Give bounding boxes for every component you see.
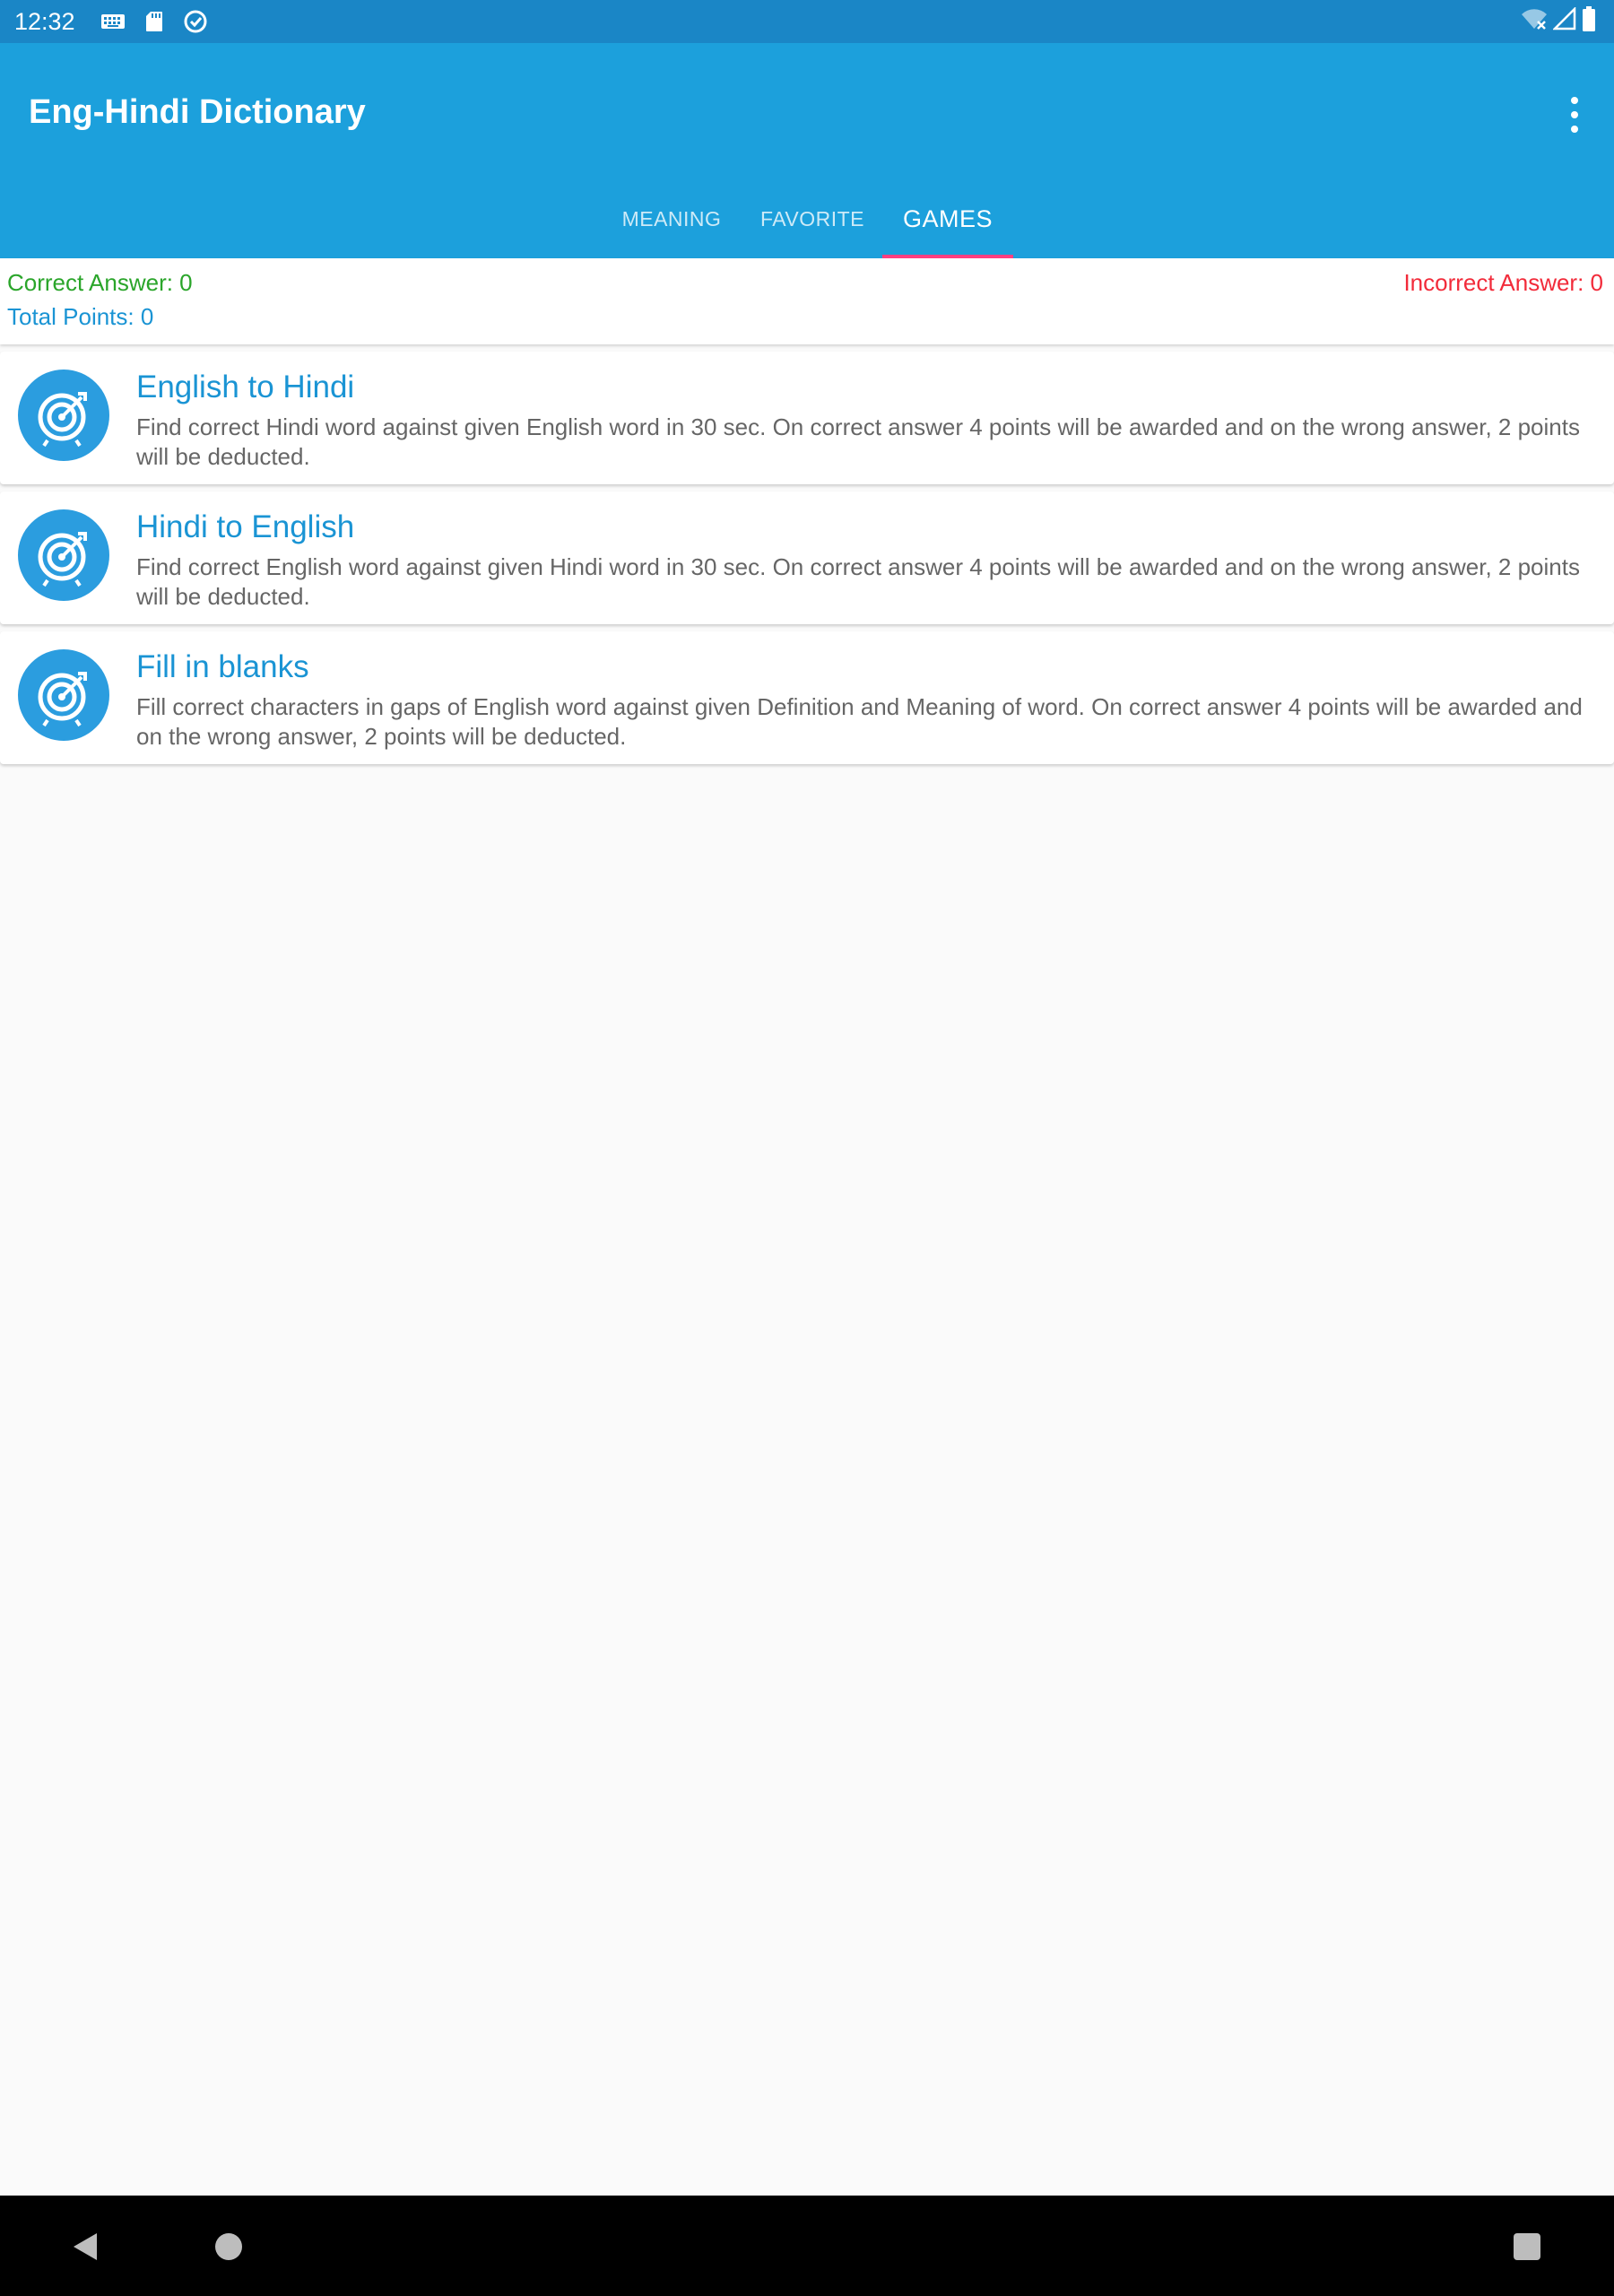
navigation-bar bbox=[0, 2196, 1614, 2296]
tab-bar bbox=[0, 179, 1614, 258]
home-icon[interactable] bbox=[215, 2233, 242, 2260]
game-description: Find correct Hindi word against given English word in 30 sec. On correct answer 4 points will be awarded and on the wrong answer, 2 points will be deducted. bbox=[136, 413, 1580, 470]
game-title: Hindi to English bbox=[136, 509, 355, 544]
target-icon bbox=[18, 370, 109, 461]
app-title: Eng-Hindi Dictionary bbox=[29, 93, 366, 131]
incorrect-answer-count: Incorrect Answer: 0 bbox=[1403, 269, 1603, 296]
game-description: Find correct English word against given Hindi word in 30 sec. On correct answer 4 points will be awarded and on the wrong answer, 2 points will be deducted. bbox=[136, 553, 1580, 610]
back-icon[interactable] bbox=[72, 2231, 99, 2266]
game-card-hindi-to-english[interactable] bbox=[0, 491, 1614, 624]
target-icon bbox=[18, 509, 109, 601]
total-points: Total Points: 0 bbox=[7, 303, 154, 330]
tab-label: FAVORITE bbox=[759, 206, 865, 230]
target-icon bbox=[18, 649, 109, 741]
tab-label: MEANING bbox=[621, 206, 722, 230]
game-title: Fill in blanks bbox=[136, 649, 309, 684]
game-title: English to Hindi bbox=[136, 370, 355, 404]
tab-label: GAMES bbox=[902, 204, 994, 232]
game-description: Fill correct characters in gaps of English word against given Definition and Meaning of word. On correct answer 4 points will be awarded and on the wrong answer, 2 points will be deducted. bbox=[136, 693, 1583, 750]
more-vert-icon[interactable] bbox=[1566, 97, 1584, 133]
battery-icon bbox=[1582, 6, 1596, 38]
keyboard-icon bbox=[100, 13, 126, 30]
sd-card-icon bbox=[145, 11, 163, 32]
signal-icon bbox=[1553, 7, 1576, 37]
tab-favorite[interactable] bbox=[750, 179, 875, 258]
correct-answer-count: Correct Answer: 0 bbox=[7, 269, 193, 296]
score-panel bbox=[0, 258, 1614, 344]
data-saver-icon bbox=[183, 9, 208, 34]
game-card-english-to-hindi[interactable] bbox=[0, 352, 1614, 484]
status-time: 12:32 bbox=[14, 7, 75, 35]
tab-meaning[interactable] bbox=[606, 179, 737, 258]
recents-icon[interactable] bbox=[1514, 2233, 1540, 2260]
game-card-fill-in-blanks[interactable] bbox=[0, 631, 1614, 764]
game-list bbox=[0, 352, 1614, 771]
wifi-off-icon bbox=[1521, 7, 1548, 37]
status-bar bbox=[0, 0, 1614, 43]
tab-games[interactable] bbox=[882, 179, 1013, 258]
app-bar bbox=[0, 43, 1614, 258]
